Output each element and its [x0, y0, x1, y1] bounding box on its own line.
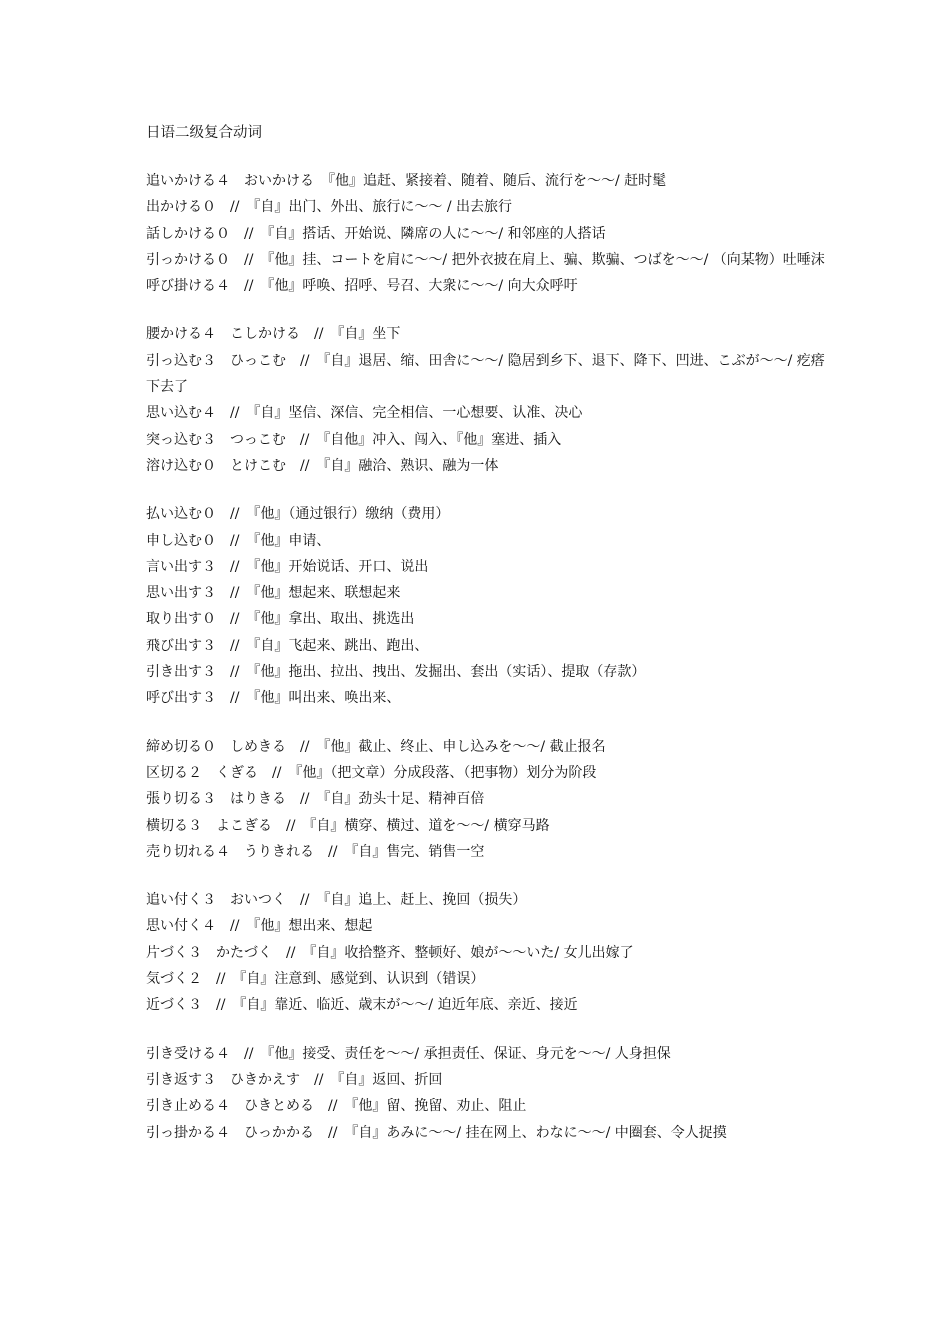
vocab-entry: 取り出す０ // 『他』拿出、取出、挑选出	[146, 611, 415, 628]
vocab-entry: 引っ掛かる４ ひっかかる // 『自』あみに～～/ 挂在网上、わなに～～/ 中圈套、令人捉摸	[146, 1124, 727, 1141]
entry-group	[146, 321, 826, 479]
entry-group	[146, 501, 826, 711]
vocab-entry: 追い付く３ おいつく // 『自』追上、赶上、挽回（损失）	[146, 892, 527, 909]
vocab-entry: 思い込む４ // 『自』坚信、深信、完全相信、一心想要、认准、决心	[146, 405, 583, 422]
entry-group	[146, 168, 826, 299]
vocab-entry: 張り切る３ はりきる // 『自』劲头十足、精神百倍	[146, 791, 485, 808]
vocab-entry: 呼び出す３ // 『他』叫出来、唤出来、	[146, 690, 401, 707]
vocab-entry: 突っ込む３ つっこむ // 『自他』冲入、闯入、『他』塞进、插入	[146, 431, 562, 448]
vocab-entry: 言い出す３ // 『他』开始说话、开口、说出	[146, 558, 429, 575]
vocab-entry: 引き受ける４ // 『他』接受、责任を～～/ 承担责任、保证、身元を～～/ 人身担保	[146, 1045, 671, 1062]
vocab-entry: 引き出す３ // 『他』拖出、拉出、拽出、发掘出、套出（实话）、提取（存款）	[146, 664, 646, 681]
entry-group	[146, 1041, 826, 1146]
vocab-entry: 話しかける０ // 『自』搭话、开始说、隣席の人に～～/ 和邻座的人搭话	[146, 225, 606, 242]
vocab-entry: 引き返す３ ひきかえす // 『自』返回、折回	[146, 1071, 443, 1088]
vocab-entry: 締め切る０ しめきる // 『他』截止、终止、申し込みを～～/ 截止报名	[146, 738, 606, 755]
vocab-entry: 区切る２ くぎる // 『他』（把文章）分成段落、（把事物）划分为阶段	[146, 764, 597, 781]
entry-group	[146, 734, 826, 865]
vocab-entry: 溶け込む０ とけこむ // 『自』融洽、熟识、融为一体	[146, 457, 499, 474]
vocab-entry: 引っかける０ // 『他』挂、コートを肩に～～/ 把外衣披在肩上、骗、欺骗、つばを～～/ （向某物）吐唾沫	[146, 251, 825, 268]
vocab-entry: 追いかける４ おいかける 『他』追赶、紧接着、随着、随后、流行を～～/ 赶时髦	[146, 173, 667, 189]
entry-group	[146, 887, 826, 1018]
document-body	[146, 120, 826, 1168]
entry-groups	[146, 168, 826, 1146]
vocab-entry: 片づく３ かたづく // 『自』收拾整齐、整顿好、娘が～～いた/ 女儿出嫁了	[146, 944, 634, 961]
vocab-entry: 近づく３ // 『自』靠近、临近、歳末が～～/ 迫近年底、亲近、接近	[146, 997, 578, 1014]
vocab-entry: 思い付く４ // 『他』想出来、想起	[146, 918, 373, 935]
vocab-entry: 引き止める４ ひきとめる // 『他』留、挽留、劝止、阻止	[146, 1098, 527, 1115]
vocab-entry: 気づく２ // 『自』注意到、感觉到、认识到（错误）	[146, 971, 485, 988]
vocab-entry: 引っ込む３ ひっこむ // 『自』退居、缩、田舎に～～/ 隐居到乡下、退下、降下、凹进、こぶが～～/ 疙瘩下去了	[146, 352, 825, 396]
vocab-entry: 呼び掛ける４ // 『他』呼唤、招呼、号召、大衆に～～/ 向大众呼吁	[146, 278, 578, 295]
vocab-entry: 売り切れる４ うりきれる // 『自』售完、销售一空	[146, 843, 485, 860]
vocab-entry: 飛び出す３ // 『自』飞起来、跳出、跑出、	[146, 637, 429, 654]
vocab-entry: 出かける０ // 『自』出门、外出、旅行に～～ / 出去旅行	[146, 199, 513, 216]
document-title: 日语二级复合动词	[146, 125, 262, 141]
vocab-entry: 申し込む０ // 『他』申请、	[146, 532, 331, 549]
vocab-entry: 払い込む０ // 『他』（通过银行）缴纳（费用）	[146, 506, 450, 523]
vocab-entry: 思い出す３ // 『他』想起来、联想起来	[146, 585, 401, 602]
vocab-entry: 腰かける４ こしかける // 『自』坐下	[146, 326, 401, 343]
vocab-entry: 横切る３ よこぎる // 『自』横穿、横过、道を～～/ 横穿马路	[146, 817, 550, 834]
